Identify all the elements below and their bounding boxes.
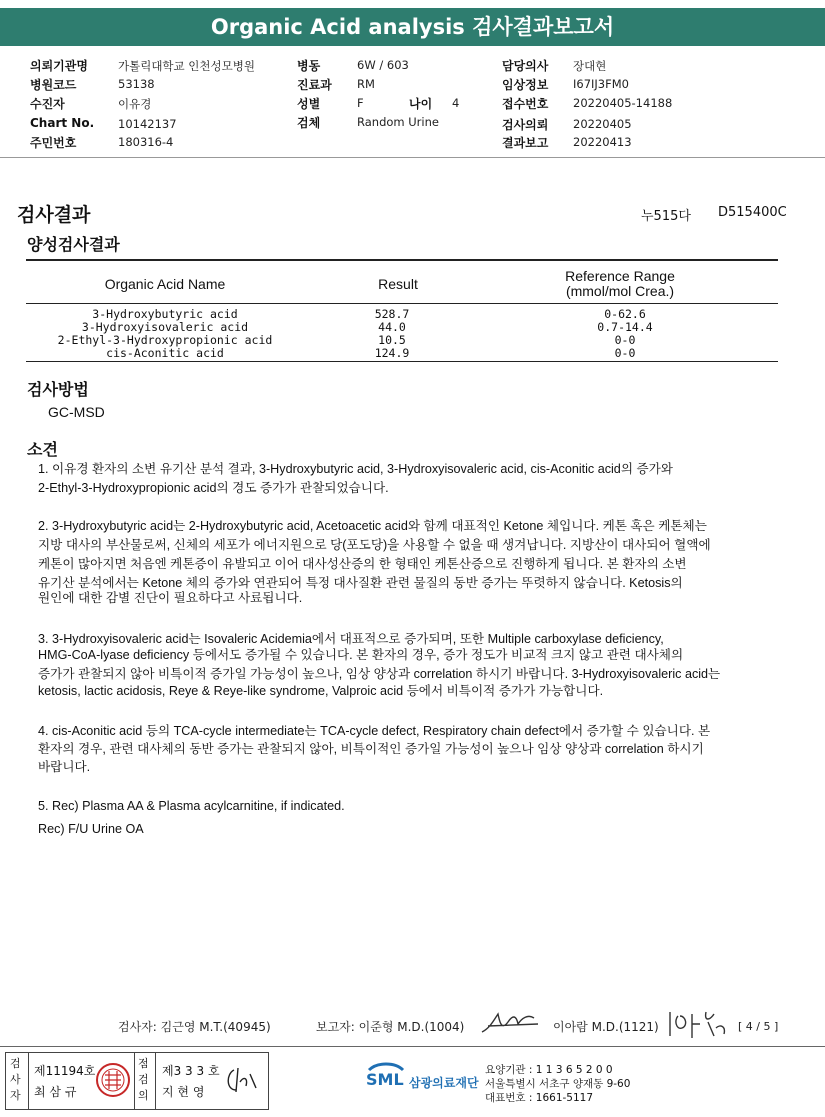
finding-1-line-2: 2-Ethyl-3-Hydroxypropionic acid의 경도 증가가 관찰되었습니다.: [38, 481, 389, 495]
value-resident-no: 180316-4: [118, 135, 174, 149]
certificate-2-label-char-2: 검: [138, 1073, 149, 1086]
header-divider: [0, 157, 825, 158]
report-title: Organic Acid analysis 검사결과보고서: [210, 15, 615, 39]
finding-2-line-4: 유기산 분석에서는 Ketone 체의 증가와 연관되어 특정 대사질환 관련 물질의 동반 증가는 뚜렷하지 않습니다. Ketosis의: [38, 576, 683, 590]
value-patient: 이유경: [118, 97, 152, 111]
row-2-ref: 0.7-14.4: [597, 320, 653, 334]
col-header-name: Organic Acid Name: [104, 276, 226, 292]
label-institution: 의뢰기관명: [30, 59, 88, 73]
finding-4-line-1: 4. cis-Aconitic acid 등의 TCA-cycle intermediate는 TCA-cycle defect, Respiratory chain defect에서 증가할 수 있습니다. 본: [38, 724, 711, 738]
value-clinical-info: I67IJ3FM0: [573, 77, 629, 91]
certificate-1-name: 최 삼 규: [34, 1085, 77, 1099]
certificate-2-label: [138, 1056, 152, 1104]
finding-2-line-1: 2. 3-Hydroxybutyric acid는 2-Hydroxybutyric acid, Acetoacetic acid와 함께 대표적인 Ketone 체입니다. 케톤 혹은 케톤체는: [38, 519, 707, 533]
footer-info-3: 대표번호 : 1661-5117: [485, 1092, 594, 1104]
label-department: 진료과: [297, 78, 332, 92]
label-chart-no: Chart No.: [30, 116, 95, 130]
finding-5-line-1: 5. Rec) Plasma AA & Plasma acylcarnitine, if indicated.: [38, 799, 345, 813]
certificate-box-2-divider-b: [155, 1052, 156, 1110]
value-sex: F: [357, 96, 364, 110]
col-header-ref-2: (mmol/mol Crea.): [565, 283, 675, 299]
certificate-1-label-char-2: 사: [10, 1073, 21, 1086]
col-header-ref-1: Reference Range: [565, 268, 675, 284]
row-3-result: 10.5: [378, 333, 406, 347]
finding-2-line-3: 케톤이 많아지면 처음엔 케톤증이 유발되고 이어 대사성산증의 한 형태인 케톤산증으로 진행하게 됩니다. 본 환자의 소변: [38, 557, 687, 571]
certificate-1-label-char-1: 검: [10, 1057, 21, 1070]
code-2: D515400C: [718, 205, 787, 220]
value-hospital-code: 53138: [118, 77, 155, 91]
method-heading: 검사방법: [27, 380, 89, 399]
finding-1-line-1: 1. 이유경 환자의 소변 유기산 분석 결과, 3-Hydroxybutyric acid, 3-Hydroxyisovaleric acid, cis-Aconitic acid의 증가와: [38, 462, 673, 476]
row-1-name: 3-Hydroxybutyric acid: [92, 307, 238, 321]
row-3-ref: 0-0: [614, 333, 636, 347]
finding-4-line-2: 환자의 경우, 관련 대사체의 동반 증가는 관찰되지 않아, 비특이적인 증가일 가능성이 높으나 임상 양상과 correlation 하시기: [38, 742, 704, 756]
value-ward: 6W / 603: [357, 58, 409, 72]
finding-3-line-2: HMG-CoA-lyase deficiency 등에서도 증가될 수 있습니다. 본 환자의 경우, 증가 정도가 비교적 크지 않고 관련 대사체의: [38, 648, 684, 662]
value-chart-no: 10142137: [118, 117, 177, 131]
findings-heading: 소견: [27, 440, 58, 459]
value-age: 4: [452, 96, 460, 110]
label-patient: 수진자: [30, 97, 65, 111]
reporter: 보고자: 이준형 M.D.(1004): [316, 1020, 465, 1034]
certificate-2-name: 지 현 영: [162, 1085, 205, 1099]
finding-4-line-3: 바랍니다.: [38, 760, 91, 774]
label-resident-no: 주민번호: [30, 136, 77, 150]
certificate-1-label-char-3: 자: [10, 1089, 21, 1102]
label-hospital-code: 병원코드: [30, 78, 77, 92]
footer-info-2: 서울특별시 서초구 양재동 9-60: [485, 1078, 631, 1090]
certificate-box-2-divider-a: [134, 1052, 135, 1110]
value-specimen: Random Urine: [357, 115, 439, 129]
certificate-2-number: 제3 3 3 호: [162, 1064, 220, 1078]
finding-2-line-5: 원인에 대한 감별 진단이 필요하다고 사료됩니다.: [38, 591, 303, 605]
certificate-1-label: [10, 1056, 24, 1104]
certificate-1-number: 제11194호: [34, 1064, 96, 1078]
finding-3-line-1: 3. 3-Hydroxyisovaleric acid는 Isovaleric Acidemia에서 대표적으로 증가되며, 또한 Multiple carboxylase deficiency,: [38, 632, 664, 646]
reporter-signature: [478, 1008, 546, 1038]
finding-3-line-3: 증가가 관찰되지 않아 비특이적 증가일 가능성이 높으나, 임상 양상과 correlation 하시기 바랍니다. 3-Hydroxyisovaleric acid는: [38, 667, 721, 681]
label-receipt-no: 접수번호: [502, 97, 549, 111]
value-receipt-no: 20220405-14188: [573, 96, 673, 110]
row-1-result: 528.7: [374, 307, 410, 321]
footer-info-1: 요양기관 : 1 1 3 6 5 2 0 0: [485, 1064, 613, 1076]
reporter-2-signature: [664, 1008, 732, 1040]
label-specimen: 검체: [297, 116, 321, 130]
finding-3-line-4: ketosis, lactic acidosis, Reye & Reye-like syndrome, Valproic acid 등에서 비특이적 증가가 가능합니다.: [38, 684, 604, 698]
logo-text: SML: [366, 1070, 404, 1089]
label-age: 나이: [409, 97, 433, 111]
examiner: 검사자: 김근영 M.T.(40945): [118, 1020, 271, 1034]
table-header-rule: [26, 303, 778, 304]
row-4-result: 124.9: [374, 346, 410, 360]
footer-divider: [0, 1046, 825, 1047]
inspector-signature: [222, 1064, 262, 1096]
value-department: RM: [357, 77, 375, 91]
page-indicator: [ 4 / 5 ]: [738, 1020, 779, 1033]
value-doctor: 장대현: [573, 59, 607, 73]
label-ward: 병동: [297, 59, 321, 73]
certificate-2-label-char-3: 의: [138, 1089, 149, 1102]
finding-2-line-2: 지방 대사의 부산물로써, 신체의 세포가 에너지원으로 당(포도당)을 사용할 수 없을 때 생겨납니다. 지방산이 대사되어 혈액에: [38, 538, 711, 552]
method-value: GC-MSD: [48, 404, 105, 420]
table-top-rule: [26, 259, 778, 261]
certificate-box-1-divider: [28, 1052, 29, 1110]
row-1-ref: 0-62.6: [604, 307, 646, 321]
reporter-2: 이아람 M.D.(1121): [553, 1020, 659, 1034]
row-4-ref: 0-0: [614, 346, 636, 360]
value-institution: 가톨릭대학교 인천성모병원: [118, 59, 255, 73]
code-1: 누515다: [641, 209, 691, 224]
label-request-date: 검사의뢰: [502, 118, 549, 132]
row-2-name: 3-Hydroxyisovaleric acid: [81, 320, 249, 334]
row-4-name: cis-Aconitic acid: [106, 346, 224, 360]
table-bottom-rule: [26, 361, 778, 362]
row-2-result: 44.0: [378, 320, 406, 334]
col-header-result: Result: [378, 276, 418, 292]
finding-5-line-2: Rec) F/U Urine OA: [38, 822, 144, 836]
positive-heading: 양성검사결과: [27, 235, 120, 254]
label-report-date: 결과보고: [502, 136, 549, 150]
row-3-name: 2-Ethyl-3-Hydroxypropionic acid: [57, 333, 273, 347]
certificate-2-label-char-1: 점: [138, 1057, 149, 1070]
value-report-date: 20220413: [573, 135, 632, 149]
value-request-date: 20220405: [573, 117, 632, 131]
seal-icon: [95, 1062, 131, 1098]
results-heading: 검사결과: [17, 204, 91, 226]
label-clinical-info: 임상정보: [502, 78, 549, 92]
label-sex: 성별: [297, 97, 321, 111]
label-doctor: 담당의사: [502, 59, 549, 73]
org-name: 삼광의료재단: [409, 1076, 479, 1090]
